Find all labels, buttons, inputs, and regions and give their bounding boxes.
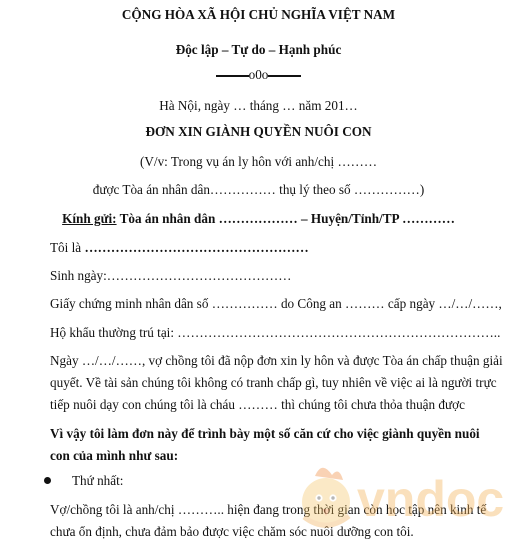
recipient-label: Kính gửi:: [62, 211, 117, 226]
paragraph-1-line-1: Ngày …/…/……, vợ chồng tôi đã nộp đơn xin ly hôn và được Tòa án chấp thuận giải: [50, 353, 503, 368]
name-field: [50, 240, 510, 256]
name-value: ……………………………………………: [84, 240, 309, 255]
bullet-icon: [44, 477, 51, 484]
paragraph-1-line-2: quyết. Về tài sản chúng tôi không có tranh chấp gì, tuy nhiên về việc ai là người trực: [50, 375, 497, 390]
divider-rule-left: [216, 75, 249, 76]
country-heading: CỘNG HÒA XÃ HỘI CHỦ NGHĨA VIỆT NAM: [121, 7, 396, 22]
recipient-value: Tòa án nhân dân ……………… – Huyện/Tỉnh/TP …………: [116, 211, 455, 226]
watermark-text: vndoc: [357, 471, 505, 527]
place-date: Hà Nội, ngày … tháng … năm 201…: [159, 98, 358, 113]
dob-field: Sinh ngày:……………………………………: [50, 268, 292, 283]
regarding-line-2: được Tòa án nhân dân…………… thụ lý theo số ……………): [92, 182, 425, 197]
divider: [0, 67, 517, 83]
first-point-line-2: chưa ổn định, chưa đảm bảo được việc chăm sóc nuôi dưỡng con tôi.: [50, 524, 414, 539]
first-point-line-1: Vợ/chồng tôi là anh/chị ……….. hiện đang trong thời gian còn học tập nên kinh tế: [50, 502, 487, 517]
first-point-label: Thứ nhất:: [72, 473, 124, 488]
motto: Độc lập – Tự do – Hạnh phúc: [175, 42, 342, 57]
divider-rule-right: [268, 75, 301, 76]
regarding-line-1: (V/v: Trong vụ án ly hôn với anh/chị ………: [139, 154, 378, 169]
statement-line-1: Vì vậy tôi làm đơn này để trình bày một số căn cứ cho việc giành quyền nuôi: [50, 426, 480, 441]
id-card-field: Giấy chứng minh nhân dân số …………… do Công an ……… cấp ngày …/…/……,: [50, 296, 502, 311]
divider-text: o0o: [248, 67, 269, 82]
paragraph-1-line-3: tiếp nuôi dạy con chúng tôi là cháu ……… thì chúng tôi chưa thỏa thuận được: [50, 397, 465, 412]
recipient: [0, 211, 517, 227]
residence-field: Hộ khẩu thường trú tại: ………………………………………………………………..: [50, 325, 501, 340]
statement-line-2: con của mình như sau:: [50, 448, 179, 463]
name-label: Tôi là: [50, 240, 85, 255]
document-title: ĐƠN XIN GIÀNH QUYỀN NUÔI CON: [145, 124, 372, 139]
